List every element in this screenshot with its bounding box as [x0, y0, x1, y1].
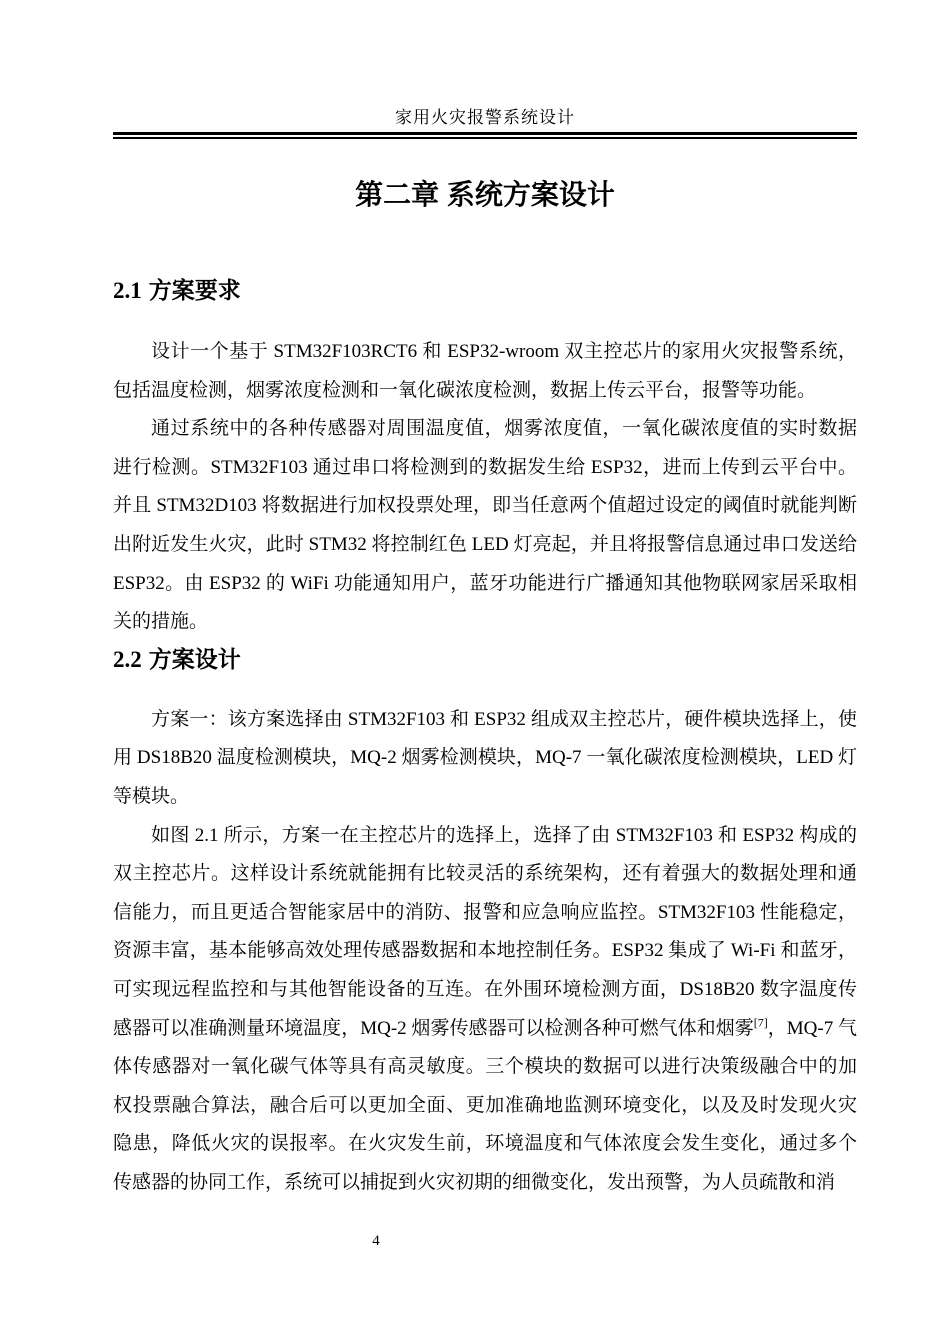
text-line: 进行检测。STM32F103 通过串口将检测到的数据发生给 ESP32，进而上传到云平台中。: [113, 456, 857, 478]
text-line: 如图 2.1 所示，方案一在主控芯片的选择上，选择了由 STM32F103 和 ESP32 构成的: [151, 824, 857, 846]
paragraph: [113, 817, 857, 1203]
text-line: 可实现远程监控和与其他智能设备的互连。在外围环境检测方面，DS18B20 数字温度传: [113, 978, 857, 1000]
paragraph: [113, 410, 857, 642]
text-line: 等模块。: [113, 785, 190, 807]
page-number: 4: [372, 1233, 380, 1249]
section-2-1-body: [113, 333, 857, 642]
text-line: 方案一：该方案选择由 STM32F103 和 ESP32 组成双主控芯片，硬件模块选择上，使: [151, 708, 857, 730]
running-header-title: 家用火灾报警系统设计: [395, 108, 575, 127]
section-heading-2-2: [113, 644, 857, 675]
text-line: 信能力，而且更适合智能家居中的消防、报警和应急响应监控。STM32F103 性能稳定，: [113, 901, 857, 923]
paragraph: [113, 701, 857, 817]
text-line: 包括温度检测，烟雾浓度检测和一氧化碳浓度检测，数据上传云平台，报警等功能。: [113, 379, 817, 401]
text-line: 资源丰富，基本能够高效处理传感器数据和本地控制任务。ESP32 集成了 Wi-Fi 和蓝牙，: [113, 940, 857, 962]
text-line: 传感器的协同工作，系统可以捕捉到火灾初期的细微变化，发出预警，为人员疏散和消: [113, 1171, 836, 1193]
section-2-2-body: [113, 701, 857, 1203]
section-title: 方案要求: [148, 277, 241, 303]
citation-superscript: [7]: [753, 1015, 768, 1030]
text-line: 设计一个基于 STM32F103RCT6 和 ESP32-wroom 双主控芯片的家用火灾报警系统，: [151, 341, 857, 362]
text-line: 感器可以准确测量环境温度，MQ-2 烟雾传感器可以检测各种可燃气体和烟雾[7]，MQ-7 气: [113, 1015, 857, 1039]
page-content: [113, 0, 857, 1202]
header-double-rule: [113, 132, 857, 139]
section-2-1: [113, 275, 857, 642]
section-number: 2.2: [113, 646, 142, 672]
section-number: 2.1: [113, 278, 142, 303]
text-line: ESP32。由 ESP32 的 WiFi 功能通知用户，蓝牙功能进行广播通知其他物联网家居采取相: [113, 572, 857, 594]
section-heading-2-1: [113, 275, 857, 306]
section-title: 方案设计: [148, 645, 241, 672]
text-line: 并且 STM32D103 将数据进行加权投票处理，即当任意两个值超过设定的阈值时就能判断: [113, 495, 857, 517]
section-2-2: [113, 644, 857, 1203]
text-line: 隐患，降低火灾的误报率。在火灾发生前，环境温度和气体浓度会发生变化，通过多个: [113, 1133, 857, 1155]
text-line: 双主控芯片。这样设计系统就能拥有比较灵活的系统架构，还有着强大的数据处理和通: [113, 863, 857, 885]
paragraph: [113, 333, 857, 410]
text-line: 通过系统中的各种传感器对周围温度值，烟雾浓度值，一氧化碳浓度值的实时数据: [151, 418, 857, 440]
text-line: 权投票融合算法，融合后可以更加全面、更加准确地监测环境变化，以及及时发现火灾: [113, 1094, 857, 1116]
text-line: 关的措施。: [113, 611, 209, 633]
text-line: 出附近发生火灾，此时 STM32 将控制红色 LED 灯亮起，并且将报警信息通过串口发送给: [113, 533, 857, 555]
text-line: 用 DS18B20 温度检测模块，MQ-2 烟雾检测模块，MQ-7 一氧化碳浓度检测模块，LED 灯: [113, 747, 857, 769]
chapter-title: 第二章 系统方案设计: [355, 179, 615, 210]
text-line: 体传感器对一氧化碳气体等具有高灵敏度。三个模块的数据可以进行决策级融合中的加: [113, 1056, 857, 1078]
